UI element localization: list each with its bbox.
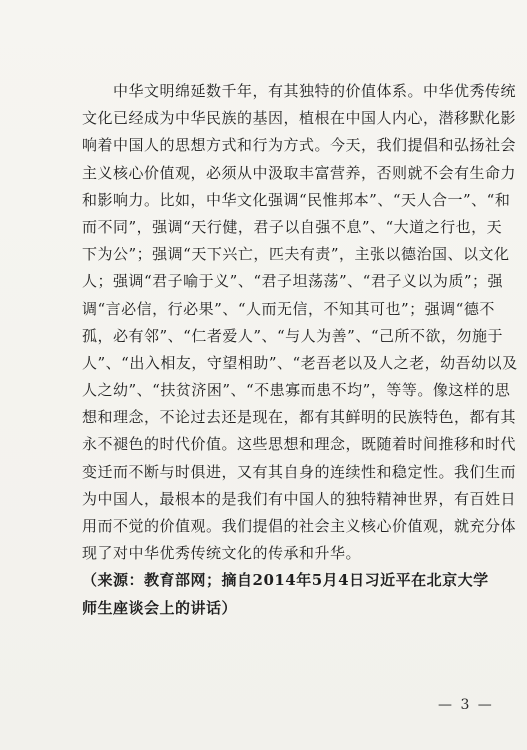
- paragraph-line: 响着中国人的思想方式和行为方式。今天，我们提倡和弘扬社会: [82, 136, 517, 155]
- paragraph-line: 下为公”；强调“天下兴亡，匹夫有责”，主张以德治国、以文化: [82, 245, 510, 264]
- paragraph-line: 文化已经成为中华民族的基因，植根在中国人内心，潜移默化影: [82, 109, 517, 128]
- paragraph-line: 永不褪色的时代价值。这些思想和理念，既随着时间推移和时代: [82, 435, 517, 454]
- paragraph-line: 和影响力。比如，中华文化强调“民惟邦本”、“天人合一”、“和: [82, 190, 511, 209]
- paragraph-line: 而不同”，强调“天行健，君子以自强不息”、“大道之行也，天: [82, 217, 503, 236]
- page-number: — 3 —: [438, 697, 494, 713]
- paragraph-line: 调“言必信，行必果”、“人而无信，不知其可也”；强调“德不: [82, 299, 495, 318]
- paragraph-line: 变迁而不断与时俱进，又有其自身的连续性和稳定性。我们生而: [82, 462, 517, 481]
- paragraph-line: 想和理念，不论过去还是现在，都有其鲜明的民族特色，都有其: [82, 408, 517, 427]
- paragraph-line: 为中国人，最根本的是我们有中国人的独特精神世界，有百姓日: [82, 489, 517, 508]
- paragraph-line: 人”、“出入相友，守望相助”、“老吾老以及人之老，幼吾幼以及: [82, 353, 518, 372]
- source-note-line: 师生座谈会上的讲话）: [82, 598, 238, 617]
- paragraph-line: 中华文明绵延数千年，有其独特的价值体系。中华优秀传统: [82, 82, 517, 100]
- paragraph-line: 主义核心价值观，必须从中汲取丰富营养，否则就不会有生命力: [82, 163, 517, 182]
- paragraph-line: 孤，必有邻”、“仁者爱人”、“与人为善”、“己所不欲，勿施于: [82, 326, 504, 345]
- paragraph-line: 人之幼”、“扶贫济困”、“不患寡而患不均”，等等。像这样的思: [82, 381, 511, 400]
- article-body: [82, 78, 518, 622]
- source-note-line: （来源：教育部网；摘自2014年5月4日习近平在北京大学: [82, 571, 489, 590]
- paragraph-line: 用而不觉的价值观。我们提倡的社会主义核心价值观，就充分体: [82, 517, 517, 535]
- paragraph-line: 现了对中华优秀传统文化的传承和升华。: [82, 544, 362, 563]
- paragraph-line: 人；强调“君子喻于义”、“君子坦荡荡”、“君子义以为质”；强: [82, 272, 504, 291]
